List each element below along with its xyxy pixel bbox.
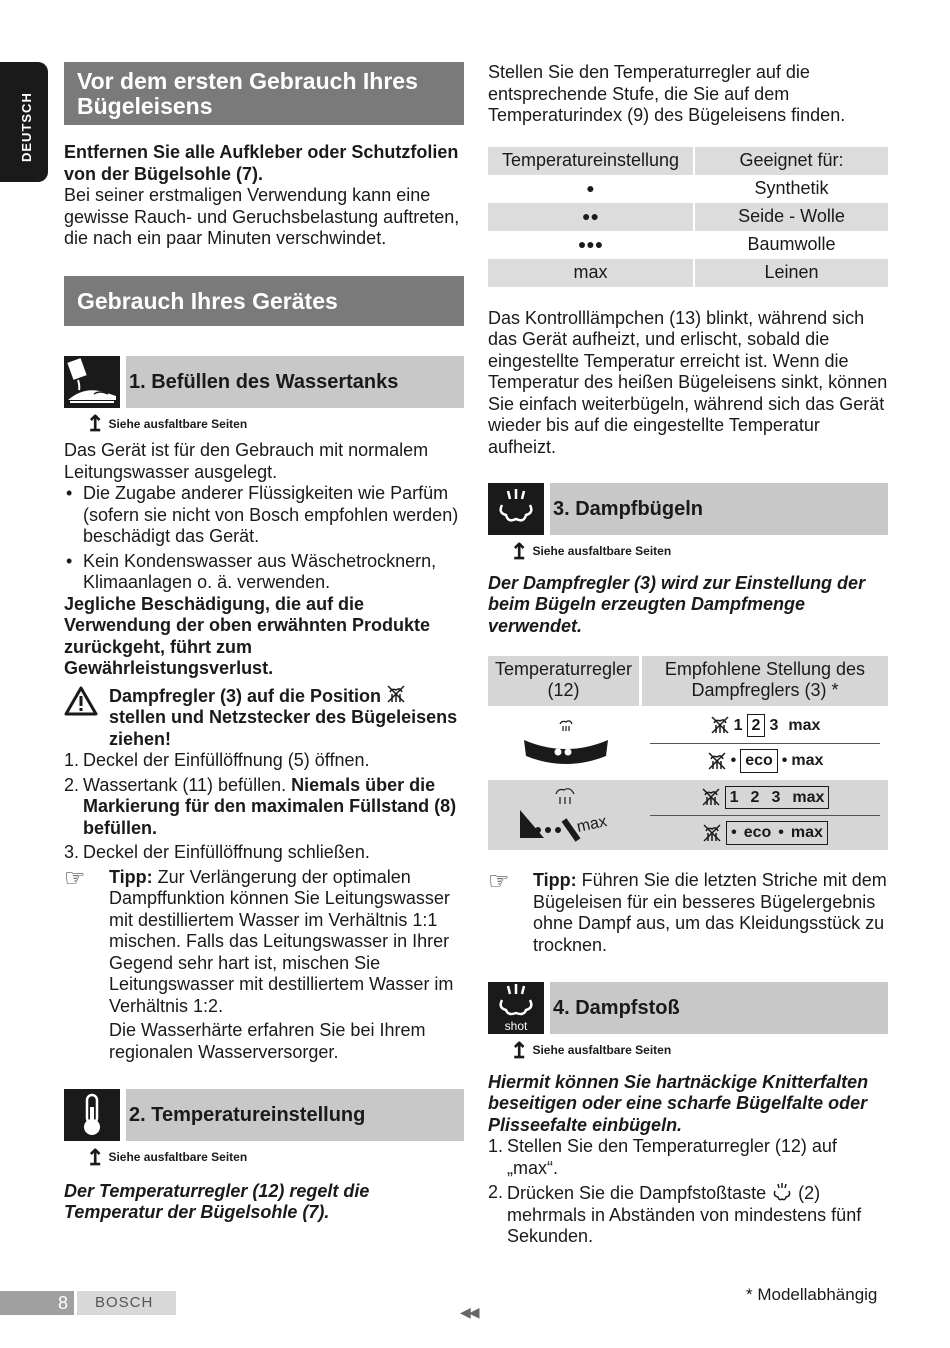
section-1-bullets: [64, 483, 464, 594]
see-pages-link[interactable]: ↥ Siehe ausfaltbare Seiten: [86, 411, 248, 437]
arrow-up-icon: ↥: [510, 538, 529, 564]
warranty-text: Jegliche Beschädigung, die auf die Verwendung der oben erwähnten Produkte zurückgeht, führt zum Gewährleistungsverlust.: [64, 593, 431, 678]
steam-iron-icon: [488, 483, 544, 535]
steam-table-header: Temperaturregler (12) Empfohlene Stellung des Dampfreglers (3) *: [488, 656, 888, 706]
section-1-intro: Das Gerät ist für den Gebrauch mit normalem Leitungswasser ausgelegt.: [64, 440, 429, 482]
dial-max-icon: [488, 780, 642, 850]
section-4-title: 4. Dampfstoß: [550, 982, 888, 1034]
section-1-steps: [64, 750, 464, 864]
table-row: ●●● Baumwolle: [488, 231, 888, 259]
temperature-table: [488, 147, 888, 287]
arrow-up-icon: ↥: [510, 1037, 529, 1063]
water-fill-icon: [64, 356, 120, 408]
see-pages-link[interactable]: ↥ Siehe ausfaltbare Seiten: [86, 1144, 248, 1170]
section-4-header: [488, 982, 888, 1034]
list-item: 2. Wassertank (11) befüllen. Niemals über die Markierung für den maximalen Füllstand (8) befüllen.: [64, 774, 457, 838]
section-2-title: 2. Temperatureinstellung: [126, 1089, 464, 1141]
see-pages-link[interactable]: ↥ Siehe ausfaltbare Seiten: [510, 1037, 672, 1063]
pointing-hand-icon: ☞: [64, 864, 86, 892]
thermometer-icon: [64, 1089, 120, 1141]
table-row: ● Synthetik: [488, 175, 888, 203]
list-item: • Die Zugabe anderer Flüssigkeiten wie Parfüm (sofern sie nicht von Bosch empfohlen werden) beschädigt das Gerät.: [64, 483, 464, 548]
first-use-bold-text: Entfernen Sie alle Aufkleber oder Schutzfolien von der Bügelsohle (7).: [64, 142, 459, 184]
section-4-emphasis: Hiermit können Sie hartnäckige Knitterfalten beseitigen oder eine scharfe Bügelfalte oder Plisseefalte einbügeln.: [488, 1071, 869, 1135]
language-tab: [0, 62, 48, 182]
left-column: [64, 62, 464, 1224]
pointing-hand-icon: ☞: [488, 868, 510, 895]
list-item: 1. Stellen Sie den Temperaturregler (12) auf „max“.: [488, 1136, 837, 1178]
dial-low-icon: [488, 708, 642, 778]
first-use-title: Vor dem ersten Gebrauch Ihres Bügeleisens: [64, 62, 464, 125]
arrow-up-icon: ↥: [86, 1144, 105, 1170]
steam-table-row: [488, 780, 888, 850]
steam-off-icon: [386, 684, 406, 704]
list-item: 1. Deckel der Einfüllöffnung (5) öffnen.: [64, 750, 370, 770]
section-1-header: [64, 356, 464, 408]
steam-off-icon: [702, 823, 722, 843]
section-3-header: [488, 483, 888, 535]
steam-shot-icon: [488, 982, 544, 1034]
language-tab-label: DEUTSCH: [19, 92, 34, 162]
footnote: * Modellabhängig: [746, 1285, 878, 1304]
list-item: • Kein Kondenswasser aus Wäschetrocknern, Klimaanlagen o. ä. verwenden.: [64, 551, 464, 594]
steam-off-icon: [701, 787, 721, 807]
section-1-title: 1. Befüllen des Wassertanks: [126, 356, 464, 408]
steam-option: • eco • max: [650, 815, 880, 851]
dial-max-label: max: [575, 812, 609, 836]
steam-shot-button-icon: [771, 1182, 793, 1202]
see-pages-link[interactable]: ↥ Siehe ausfaltbare Seiten: [510, 538, 672, 564]
tip-block-2: ☞ Tipp: Führen Sie die letzten Striche mit dem Bügeleisen für ein besseres Bügelergebnis ohne Dampf aus, um das Kleidungsstück zu trocknen.: [488, 868, 887, 955]
page-footer: [0, 1291, 176, 1315]
list-item: 2. Drücken Sie die Dampfstoßtaste (2) mehrmals in Abständen von mindestens fünf Sekunden.: [488, 1182, 862, 1246]
tip-text-2: Die Wasserhärte erfahren Sie bei Ihrem regionalen Wasserversorger.: [109, 1020, 426, 1062]
table-row: max Leinen: [488, 259, 888, 287]
tip-block-1: ☞ Tipp: Zur Verlängerung der optimalen Dampffunktion können Sie Leitungswasser mit destilliertem Wasser im Verhältnis 1:1 mischen. Falls das Leitungswasser in Ihrer Gegend sehr hart ist, mischen Sie Leitungswasser mit destilliertem Wasser im Verhältnis 1:2. Die Wasserhärte erfahren Sie bei Ihrem regionalen Wasserversorger.: [64, 867, 464, 1064]
usage-title: Gebrauch Ihres Gerätes: [64, 276, 464, 326]
right-column: [488, 62, 888, 1248]
steam-off-icon: [707, 751, 727, 771]
steam-option: 1 2 3 max: [642, 708, 888, 743]
warning-text-b: stellen und Netzstecker des Bügeleisens ziehen!: [109, 707, 458, 749]
table-row: ●● Seide - Wolle: [488, 203, 888, 231]
steam-shot-label: shot: [504, 1019, 528, 1033]
back-arrows-icon: ◀◀: [460, 1304, 478, 1320]
arrow-up-icon: ↥: [86, 411, 105, 437]
section-2-emphasis: Der Temperaturregler (12) regelt die Temperatur der Bügelsohle (7).: [64, 1180, 370, 1222]
temp-intro: Stellen Sie den Temperaturregler auf die entsprechende Stufe, die Sie auf dem Temperaturindex (9) des Bügeleisens finden.: [488, 62, 846, 125]
section-3-title: 3. Dampfbügeln: [550, 483, 888, 535]
control-light-text: Das Kontrolllämpchen (13) blinkt, während sich das Gerät aufheizt, und erlischt, sobald die eingestellte Temperatur erreicht ist. Wenn die Temperatur des heißen Bügeleisens sinkt, können Sie einfach weiterbügeln, während sich das Gerät wieder bis auf die eingestellte Temperatur aufheizt.: [488, 307, 888, 457]
section-2-header: [64, 1089, 464, 1141]
steam-table: [488, 656, 888, 850]
steam-option: • eco • max: [650, 743, 880, 779]
steam-table-row: [488, 708, 888, 778]
table-header-row: Temperatureinstellung Geeignet für:: [488, 147, 888, 175]
list-item: 3. Deckel der Einfüllöffnung schließen.: [64, 842, 370, 862]
warning-block: [64, 684, 464, 751]
steam-option: 1 2 3 max: [642, 780, 888, 815]
warning-text-a: Dampfregler (3) auf die Position: [109, 685, 382, 706]
steam-off-icon: [710, 715, 730, 735]
section-4-steps: [488, 1136, 888, 1248]
brand-label: BOSCH: [77, 1291, 176, 1315]
page-number: 8: [0, 1291, 74, 1315]
warning-triangle-icon: [64, 684, 109, 751]
section-3-emphasis: Der Dampfregler (3) wird zur Einstellung der beim Bügeln erzeugten Dampfmenge verwendet.: [488, 572, 866, 636]
first-use-text: Bei seiner erstmaligen Verwendung kann eine gewisse Rauch- und Geruchsbelastung auftreten, die nach ein paar Minuten verschwindet.: [64, 185, 460, 248]
